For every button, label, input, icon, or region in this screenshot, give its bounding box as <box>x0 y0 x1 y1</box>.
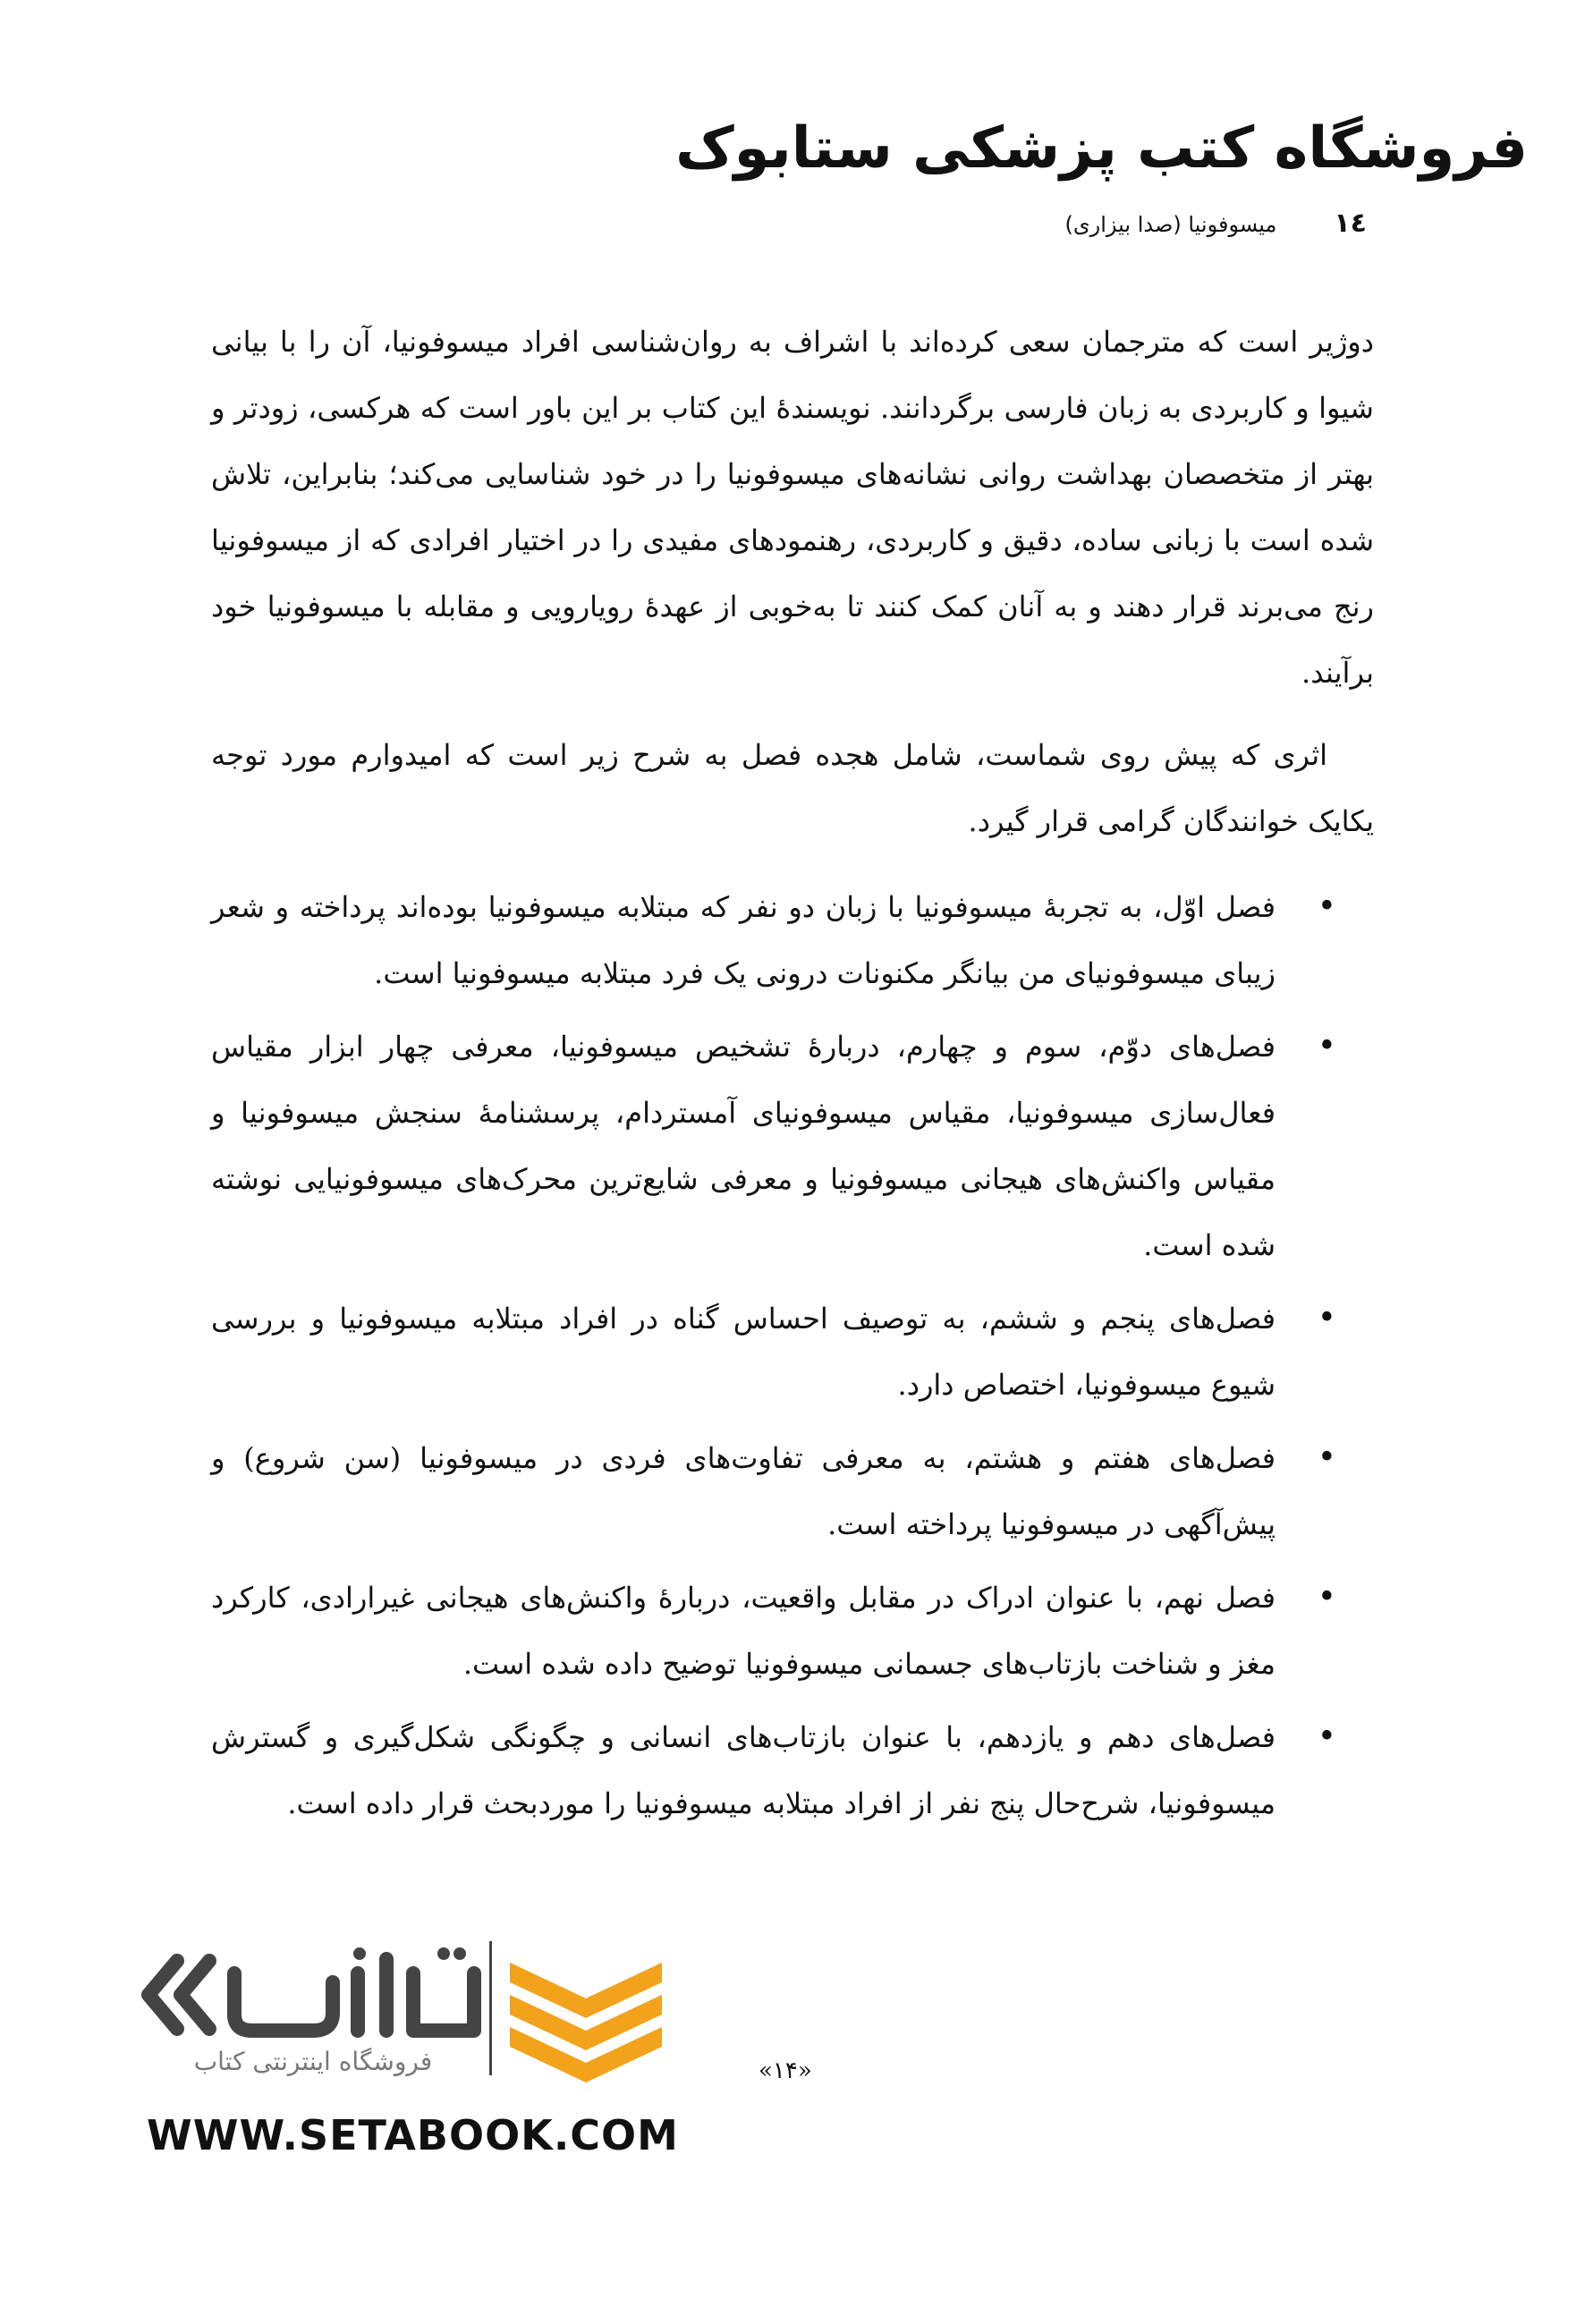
list-item <box>211 874 1336 1006</box>
list-item <box>211 1425 1336 1557</box>
setabook-wordmark-icon <box>134 1941 492 2053</box>
list-item-text: فصل نهم، با عنوان ادراک در مقابل واقعیت، دربارهٔ واکنش‌های هیجانی غیرارادی، کارکرد مغز و شناخت بازتاب‌های جسمانی میسوفونیا توضیح داده شده است. <box>211 1581 1276 1681</box>
watermark-tagline: فروشگاه اینترنتی کتاب <box>193 2047 433 2076</box>
footer-page-number: «١۴» <box>759 2057 812 2084</box>
list-item <box>211 1014 1336 1278</box>
bullet-icon: • <box>1317 1718 1336 1755</box>
watermark-url: WWW.SETABOOK.COM <box>147 2111 679 2159</box>
store-title: فروشگاه کتب پزشکی ستابوک <box>675 115 1528 182</box>
logo-divider <box>489 1941 492 2075</box>
setabook-watermark <box>134 1941 679 2174</box>
list-item <box>211 1704 1336 1836</box>
list-item-text: فصل‌های دوّم، سوم و چهارم، دربارهٔ تشخیص میسوفونیا، معرفی چهار ابزار مقیاس فعال‌سازی میسوفونیا، مقیاس میسوفونیای آمستردام، پرسشنامهٔ سنجش میسوفونیا و مقیاس واکنش‌های هیجانی میسوفونیا و معرفی شایع‌ترین محرک‌های میسوفونیایی نوشته شده است. <box>211 1030 1276 1262</box>
list-item-text: فصل‌های پنجم و ششم، به توصیف احساس گناه در افراد مبتلابه میسوفونیا و بررسی شیوع میسوفونیا، اختصاص دارد. <box>211 1302 1276 1402</box>
body-text <box>211 309 1374 1844</box>
running-head <box>1065 208 1367 239</box>
paragraph: دوژیر است که مترجمان سعی کرده‌اند با اشراف به روان‌شناسی افراد میسوفونیا، آن را با بیانی شیوا و کاربردی به زبان فارسی برگردانند. نویسندهٔ این کتاب بر این باور است که هرکسی، زودتر و بهتر از متخصصان بهداشت روانی نشانه‌های میسوفونیا را در خود شناسایی می‌کند؛ بنابراین، تلاش شده است با زبانی ساده، دقیق و کاربردی، رهنمودهای مفیدی را در اختیار افرادی که از میسوفونیا رنج می‌برند قرار دهند و به آنان کمک کنند تا به‌خوبی از عهدهٔ رویارویی و مقابله با میسوفونیا خود برآیند. <box>211 325 1375 690</box>
paragraph: اثری که پیش روی شماست، شامل هجده فصل به شرح زیر است که امیدوارم مورد توجه یکایک خوانندگان گرامی قرار گیرد. <box>211 738 1374 838</box>
bullet-icon: • <box>1317 888 1336 925</box>
chapter-list <box>211 874 1374 1836</box>
bullet-icon: • <box>1317 1579 1336 1616</box>
list-item <box>211 1565 1336 1697</box>
list-item-text: فصل‌های هفتم و هشتم، به معرفی تفاوت‌های فردی در میسوفونیا (سن شروع) و پیش‌آگهی در میسوفونیا پرداخته است. <box>211 1441 1276 1541</box>
open-book-logo-icon <box>501 1941 671 2084</box>
bullet-icon: • <box>1317 1028 1336 1064</box>
bullet-icon: • <box>1317 1439 1336 1476</box>
list-item-text: فصل‌های دهم و یازدهم، با عنوان بازتاب‌های انسانی و چگونگی شکل‌گیری و گسترش میسوفونیا، شرح‌حال پنج نفر از افراد مبتلابه میسوفونیا را موردبحث قرار داده است. <box>211 1720 1276 1820</box>
list-item-text: فصل اوّل، به تجربهٔ میسوفونیا با زبان دو نفر که مبتلابه میسوفونیا بوده‌اند پرداخته و شعر زیبای میسوفونیای من بیانگر مکنونات درونی یک فرد مبتلابه میسوفونیا است. <box>211 890 1276 990</box>
bullet-icon: • <box>1317 1300 1336 1336</box>
chapter-title: میسوفونیا (صدا بیزاری) <box>1064 212 1277 237</box>
page-number: ١٤ <box>1334 208 1367 239</box>
list-item <box>211 1285 1336 1418</box>
